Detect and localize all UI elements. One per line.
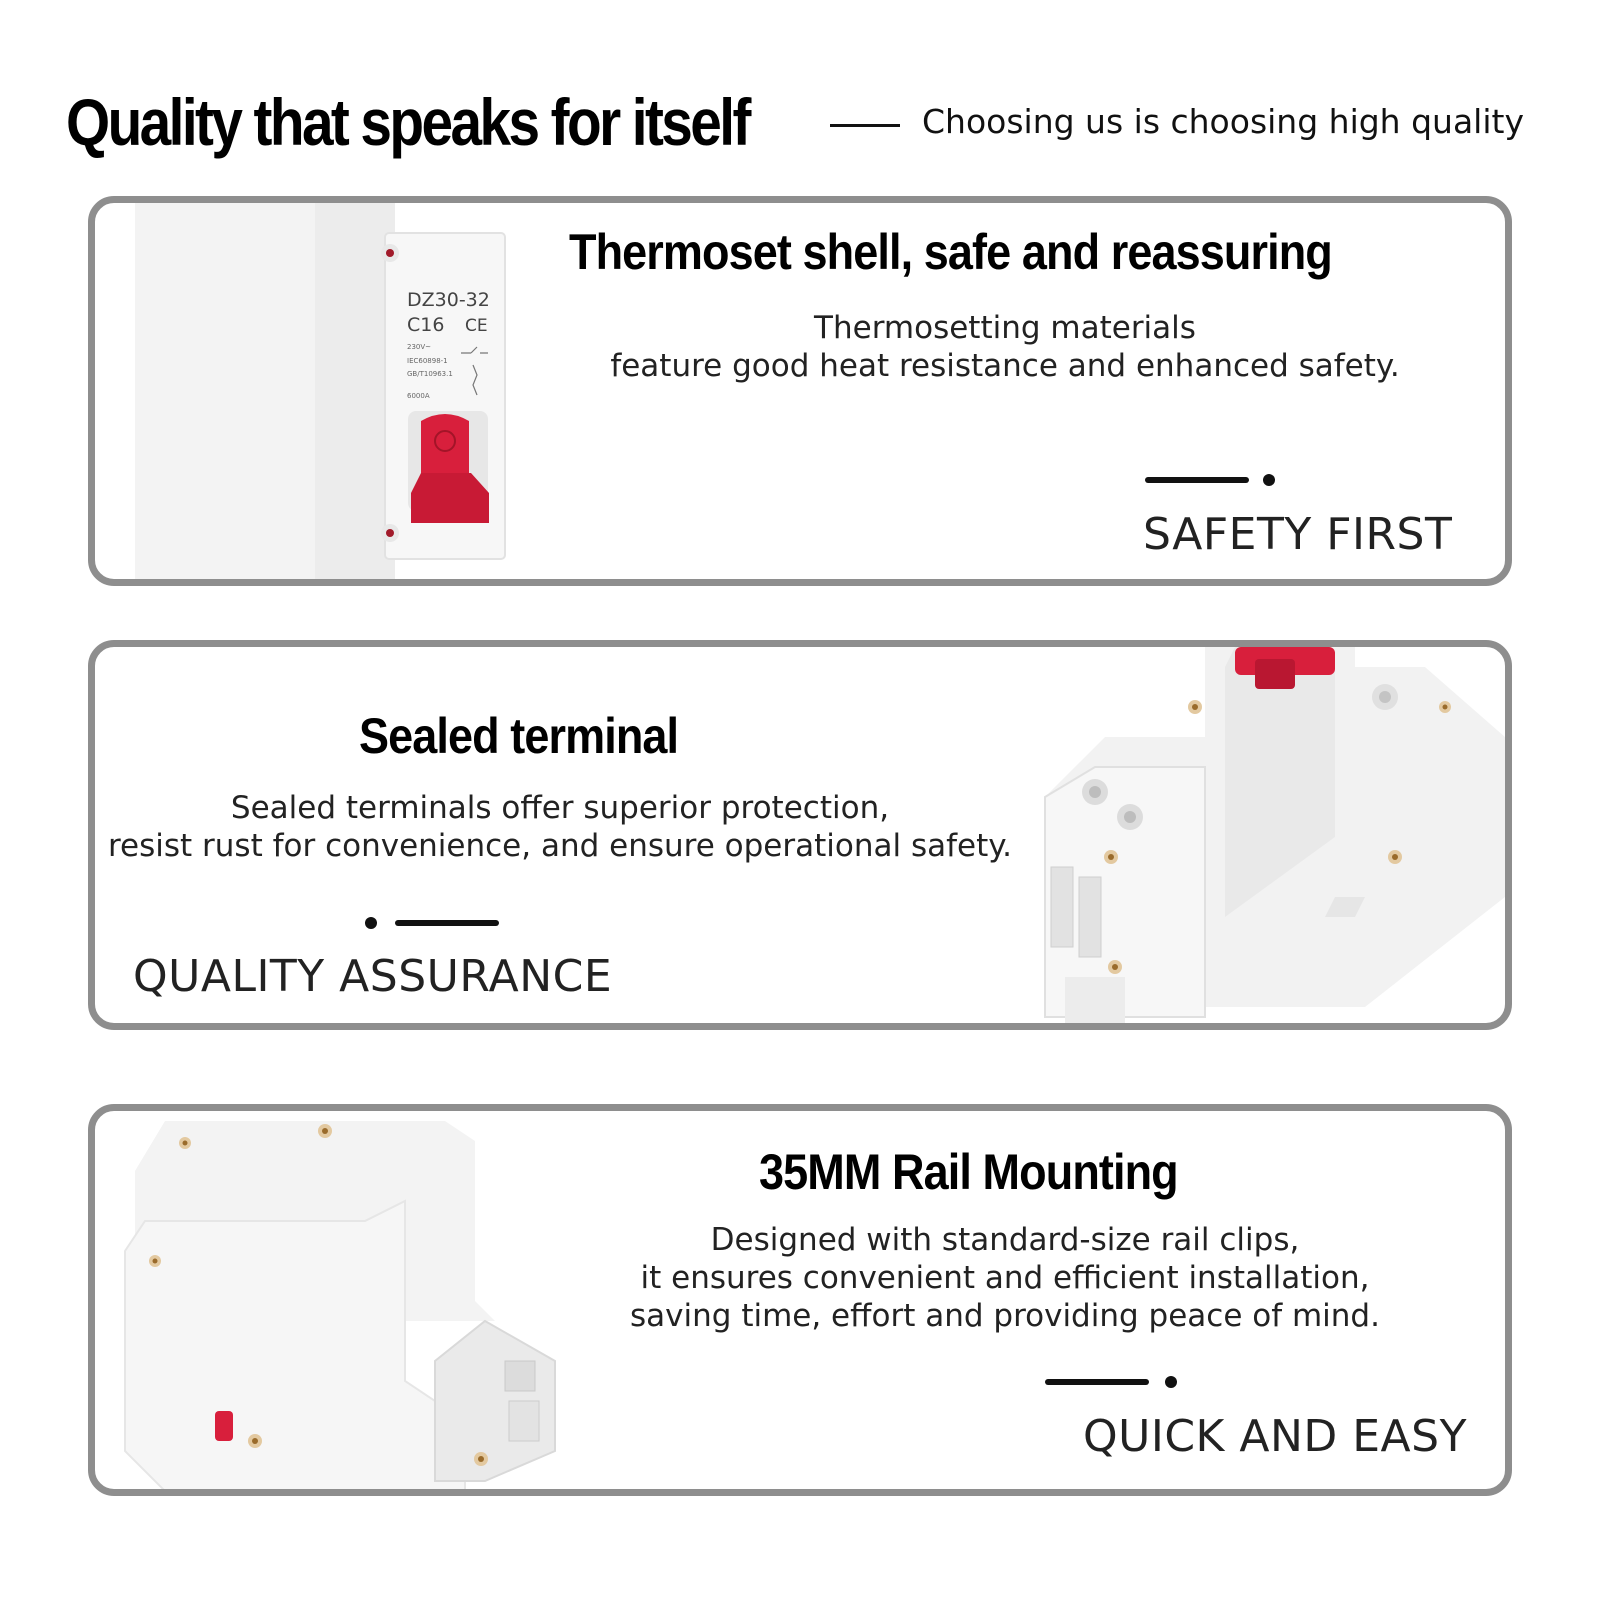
card-description-line: it ensures convenient and efficient installation, <box>640 1260 1370 1296</box>
breaker-standard-label-1: IEC60898-1 <box>407 357 448 365</box>
decorative-dash <box>395 920 499 926</box>
card-description <box>575 1221 1435 1335</box>
card-tagline: SAFETY FIRST <box>1143 509 1453 560</box>
card-description-line: Designed with standard-size rail clips, <box>710 1222 1300 1258</box>
breaker-standard-label-2: GB/T10963.1 <box>407 370 453 378</box>
breaker-rail-clip-photo <box>115 1111 615 1491</box>
breaker-front-photo <box>125 203 565 581</box>
ce-mark: CE <box>465 316 488 336</box>
decorative-dash <box>1045 1379 1149 1385</box>
card-title: Thermoset shell, safe and reassuring <box>569 224 1332 280</box>
card-description-line: feature good heat resistance and enhanced safety. <box>610 348 1400 384</box>
feature-card-thermoset <box>88 196 1512 586</box>
decorative-dot <box>1165 1376 1177 1388</box>
page-title: Quality that speaks for itself <box>66 85 749 159</box>
card-description-line: saving time, effort and providing peace of mind. <box>630 1298 1380 1334</box>
card-description-line: Sealed terminals offer superior protection, <box>230 790 890 826</box>
page-subtitle: Choosing us is choosing high quality <box>922 102 1524 141</box>
breaker-rating-label: C16 <box>407 314 445 336</box>
card-title: 35MM Rail Mounting <box>759 1144 1178 1200</box>
decorative-dot <box>1263 474 1275 486</box>
breaker-voltage-label: 230V~ <box>407 343 432 351</box>
page-header <box>66 82 1546 162</box>
breaker-capacity-label: 6000A <box>407 392 430 400</box>
card-description-line: resist rust for convenience, and ensure operational safety. <box>107 828 1013 864</box>
breaker-model-label: DZ30-32 <box>407 289 490 311</box>
decorative-dash <box>1145 477 1249 483</box>
feature-card-sealed-terminal <box>88 640 1512 1030</box>
decorative-dot <box>365 917 377 929</box>
card-tagline: QUALITY ASSURANCE <box>133 951 613 1002</box>
breaker-side-photo <box>1035 647 1505 1025</box>
card-description <box>95 789 1025 865</box>
card-description <box>595 309 1415 385</box>
card-tagline: QUICK AND EASY <box>1083 1411 1467 1462</box>
header-divider <box>830 124 900 127</box>
feature-card-rail-mounting <box>88 1104 1512 1496</box>
card-description-line: Thermosetting materials <box>814 310 1196 346</box>
card-title: Sealed terminal <box>359 708 679 764</box>
